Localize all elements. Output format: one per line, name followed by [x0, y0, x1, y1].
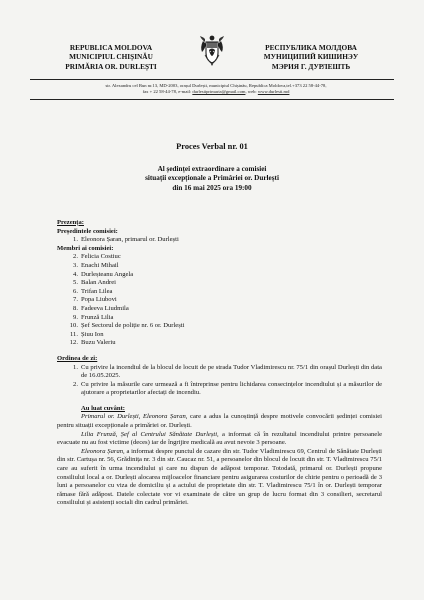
members-list — [57, 253, 382, 348]
agenda-list — [57, 364, 382, 398]
list-item: 5. Balan Andrei — [73, 279, 116, 287]
header-city-hall-ru: МЭРИЯ Г. ДУРЛЕШТЬ — [271, 61, 351, 71]
header-divider-top — [30, 79, 394, 80]
list-item: 8. Fadeeva Liudmila — [73, 304, 129, 312]
speakers-label: Au luat cuvânt: — [81, 404, 125, 412]
list-item: 7. Popa Liubovi — [73, 296, 117, 304]
header-country-ru: РЕСПУБЛИКА МОЛДОВА — [265, 43, 357, 52]
list-item: 2. Felicia Costiuc — [73, 253, 121, 261]
document-title: Proces Verbal nr. 01 — [176, 142, 248, 151]
speaker-paragraph: Lilia Frunză, Șef al Centrului Sănătate Durlești, a informat că în rezultatul incendiului printre persoanele evacuate nu au fost victime (deces) iar de îngrijire medicală au avut nevoie 3 persoane. — [57, 430, 382, 447]
header-right-block — [236, 43, 386, 71]
presence-label: Prezența: — [57, 219, 84, 226]
header-municipality-ru: МУНИЦИПИЙ КИШИНЭУ — [263, 52, 359, 62]
email-link[interactable]: durlestiprimaria@gmail.com — [192, 89, 246, 95]
header-country: REPUBLICA MOLDOVA — [69, 43, 153, 52]
document-body — [57, 219, 382, 508]
speaker-paragraph: Eleonora Șaran, a informat despre punctul de cazare din str. Tudor Vladimirescu 69, Centrul de Sănătate Durlești din str. Cartușa nr. 56, Grădinița nr. 3 din str. Caucaz nr. 51, a persoanelor din blocul de locuit din str. T. Vladimirescu 75/1 care au suferit în urma incendiului și care nu dispun de adăpost temporar. Totodată, primarul or. Durlești propune consiliului local a or. Durlești alocarea mijloacelor financiare pentru asigurarea costurilor de chirie pentru o perioadă de 3 luni a persoanelor cu viza de domiciliu și a actului de proprietate din str. T. Vladimirescu 75/1 în or. Durlești temporar rămase fără adăpost. Datele colectate vor vi examinate de către un grup de lucru format din 3 consilieri, secretarul consiliului și asistenți sociali din cadrul primăriei. — [57, 447, 383, 507]
list-item: 1. Cu privire la incendiul de la blocul de locuit de pe strada Tudor Vladimirescu nr. 75/1 din orașul Durlești din data de 16.05.2025. — [73, 363, 382, 380]
list-item: 9. Frunză Lilia — [73, 313, 114, 321]
list-item: 1. Eleonora Șaran, primarul or. Durlești — [73, 236, 179, 244]
members-label: Membri ai comisiei: — [57, 244, 114, 252]
contact-address: str. Alexandru cel Bun nr.13, MD-2003, orașul Durlești, municipiul Chișinău, Republica Moldova,tel.+373 22 58-44-78, — [105, 83, 327, 88]
coat-of-arms-icon — [199, 33, 225, 67]
list-item: 6. Trifan Lilea — [73, 287, 113, 295]
contact-fax-email-web: fax + 22 58-44-78, e-mail: durlestiprimaria@gmail.com, web: www.durlesti.md — [142, 89, 290, 95]
website-link[interactable]: www.durlesti.md — [257, 89, 290, 95]
list-item: 2. Cu privire la măsurile care urmează a fi întreprinse pentru lichidarea consecințelor incendiului și a măsurilor de ajutorare a proprietarilor afectați de incendiu. — [73, 380, 382, 397]
agenda-label: Ordinea de zi: — [57, 354, 98, 362]
speaker-paragraph: Primarul or. Durlești, Eleonora Șaran, care a adus la cunoștință despre motivele convocării ședinței comisiei pentru situații excepționale a primăriei or. Durlești. — [57, 413, 382, 430]
contact-info — [40, 83, 392, 96]
header-municipality: MUNICIPIUL CHIȘINĂU — [69, 52, 153, 62]
header-left-block — [36, 43, 186, 71]
president-label: Președintele comisiei: — [57, 227, 118, 235]
list-item: 10. Șef Sectorul de poliție nr. 6 or. Durlești — [69, 322, 185, 330]
document-subtitle: Al ședinței extraordinare a comisiei situații excepționale a Primăriei or. Durlești din 16 mai 2025 ora 19:00 — [145, 165, 279, 192]
president-list — [57, 236, 382, 245]
list-item: 4. Durleșteanu Angela — [73, 270, 134, 278]
list-item: 3. Enachi Mihail — [73, 261, 119, 269]
list-item: 12. Buzu Valeriu — [69, 339, 116, 347]
list-item: 11. Șiuu Ion — [70, 330, 104, 338]
header-city-hall: PRIMĂRIA OR. DURLEȘTI — [65, 61, 157, 71]
header-divider-bottom — [30, 99, 394, 100]
